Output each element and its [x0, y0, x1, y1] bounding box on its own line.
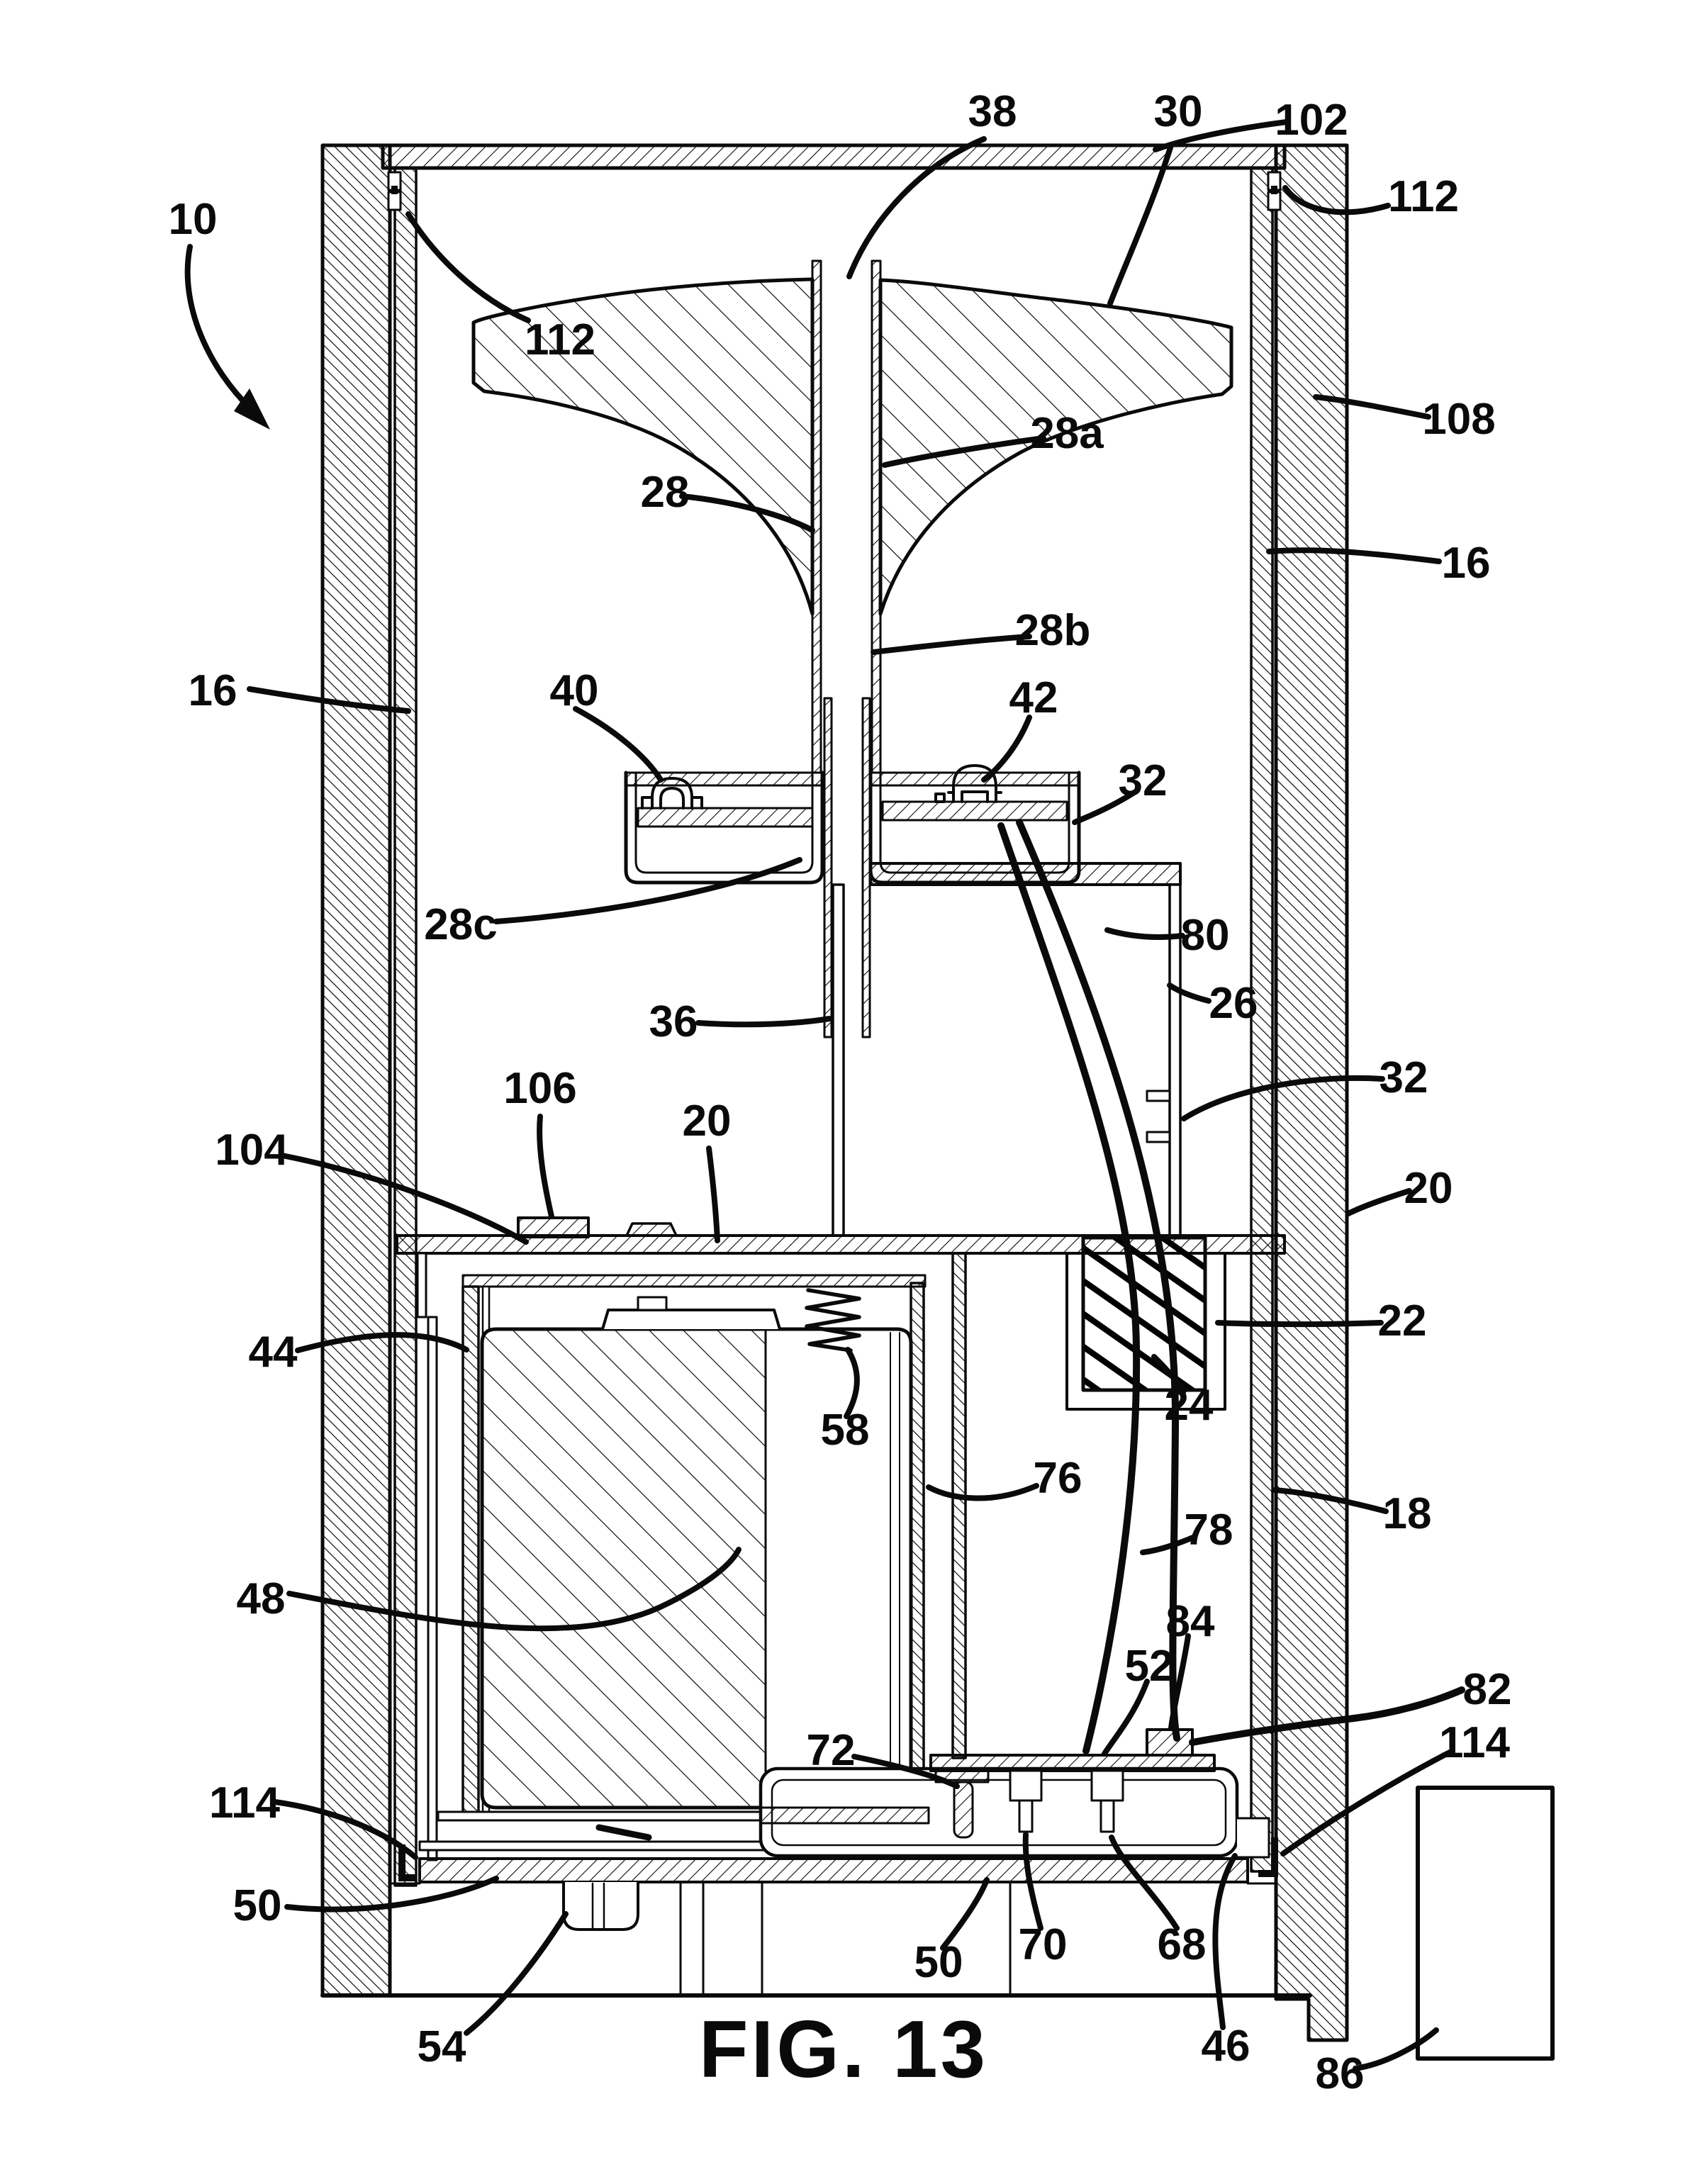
clip-112-left	[388, 172, 401, 210]
ref-label-82: 82	[1462, 1665, 1512, 1714]
hanger-rod	[428, 1317, 437, 1860]
ref-label-32-upper: 32	[1118, 756, 1168, 805]
leader-42	[984, 717, 1029, 780]
ref-label-68: 68	[1157, 1920, 1207, 1969]
right-cup-floor	[883, 802, 1067, 820]
ref-label-50-right: 50	[914, 1938, 963, 1987]
leader-22	[1218, 1323, 1381, 1324]
ref-label-72: 72	[806, 1726, 856, 1775]
ref-label-76: 76	[1033, 1454, 1082, 1503]
leader-28b	[873, 637, 1029, 652]
ref-label-114-right: 114	[1438, 1718, 1511, 1767]
divider-wall-76	[911, 1283, 924, 1844]
partition-ridge	[627, 1223, 676, 1236]
ref-label-102: 102	[1275, 96, 1348, 145]
ref-label-108: 108	[1422, 395, 1496, 444]
wiring	[1001, 822, 1462, 1751]
ref-label-30: 30	[1153, 87, 1203, 136]
circuit-board-52	[931, 1755, 1214, 1771]
outer-wall-left	[323, 145, 390, 1995]
divider-wall-outer	[953, 1253, 966, 1758]
cup-hanger-bracket	[418, 1253, 426, 1317]
foot-54	[564, 1882, 638, 1930]
ref-label-86: 86	[1315, 2049, 1365, 2098]
ref-label-28c: 28c	[424, 900, 498, 949]
ref-label-58: 58	[820, 1406, 870, 1455]
ref-label-28b: 28b	[1014, 606, 1091, 655]
ref-label-78: 78	[1184, 1506, 1233, 1555]
ref-label-28a: 28a	[1030, 409, 1104, 458]
ref-label-16-left: 16	[188, 666, 237, 715]
leader-76	[929, 1486, 1036, 1499]
corner-bracket	[1237, 1818, 1269, 1857]
ref-label-84: 84	[1165, 1597, 1215, 1646]
ref-label-32-lower: 32	[1379, 1053, 1428, 1102]
ref-label-44: 44	[248, 1328, 298, 1377]
ref-label-104: 104	[215, 1126, 289, 1175]
top-cover-102	[383, 145, 1285, 168]
ref-label-114-left: 114	[208, 1779, 281, 1827]
ref-label-106: 106	[503, 1064, 577, 1113]
canister-valve-nub	[638, 1297, 666, 1310]
leader-54	[466, 1914, 566, 2033]
ref-label-50-left: 50	[233, 1881, 282, 1930]
trigger-lever	[599, 1827, 649, 1837]
figure-title: FIG. 13	[698, 2005, 989, 2095]
right-cup-liner	[880, 773, 1069, 873]
pump-housing-shelf	[761, 1808, 929, 1823]
outer-wall-right	[1276, 145, 1347, 2040]
leader-52	[1104, 1681, 1147, 1754]
ref-label-36: 36	[649, 997, 698, 1046]
right-cup-rim	[871, 773, 1079, 785]
vent-tab-32-a	[1147, 1091, 1170, 1101]
leader-28c	[496, 860, 800, 922]
ref-label-42: 42	[1009, 673, 1058, 722]
ref-label-38: 38	[968, 87, 1017, 136]
standoff-stem-72	[954, 1782, 973, 1837]
seal-grommet-24	[1083, 1238, 1205, 1390]
leader-20-right	[1348, 1191, 1409, 1214]
ref-label-18: 18	[1382, 1489, 1432, 1538]
external-module-86	[1418, 1788, 1552, 2059]
ref-label-112-left: 112	[524, 315, 596, 364]
ref-label-48: 48	[236, 1574, 286, 1623]
leader-112-left	[408, 214, 528, 320]
ref-label-112-right: 112	[1387, 172, 1460, 221]
ref-label-28: 28	[640, 468, 690, 517]
ref-label-22: 22	[1377, 1297, 1427, 1345]
impeller-assembly	[474, 261, 1231, 1037]
clip-112-right	[1268, 172, 1280, 210]
leader-40	[576, 709, 661, 780]
funnel-wall-left-36	[833, 885, 844, 1236]
leader-20-left	[709, 1148, 717, 1241]
left-cup-floor-28c	[638, 808, 812, 827]
cup-44-wall	[463, 1287, 479, 1814]
canister-shoulder	[603, 1310, 780, 1329]
vent-tab-32-b	[1147, 1132, 1170, 1142]
ref-label-40: 40	[549, 666, 599, 715]
terminal-block-84	[1147, 1730, 1192, 1755]
ref-label-80: 80	[1180, 911, 1230, 960]
ref-label-54: 54	[417, 2022, 466, 2071]
ref-label-24: 24	[1164, 1381, 1214, 1430]
ref-label-20-left: 20	[682, 1097, 732, 1146]
ref-label-16-right: 16	[1441, 539, 1491, 588]
block-106	[518, 1218, 588, 1237]
leader-10	[188, 247, 252, 410]
ref-label-46: 46	[1201, 2022, 1250, 2071]
manifold-flange	[871, 863, 1180, 885]
cup-44-rim	[463, 1275, 925, 1287]
ref-label-20-right: 20	[1404, 1164, 1453, 1213]
ref-label-10: 10	[168, 195, 218, 244]
ref-label-70: 70	[1018, 1920, 1068, 1969]
leader-36	[698, 1019, 829, 1024]
ref-label-52: 52	[1124, 1642, 1174, 1691]
inner-tube-wall-left-28b	[824, 698, 832, 1037]
ref-label-26: 26	[1209, 979, 1258, 1028]
leader-106	[539, 1116, 552, 1216]
inner-liner-left	[395, 168, 416, 1886]
